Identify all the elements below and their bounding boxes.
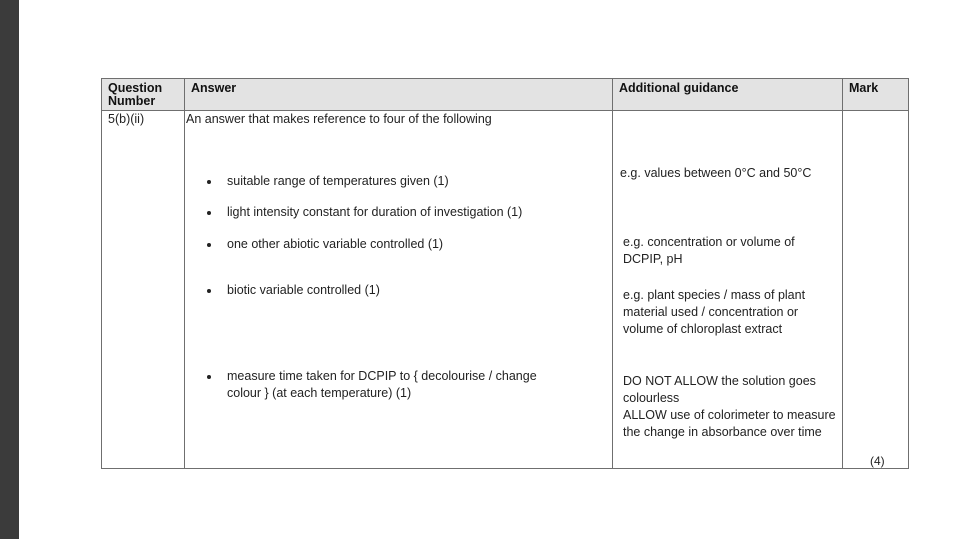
bullet-dot <box>207 243 211 247</box>
answer-intro: An answer that makes reference to four of the following <box>186 112 492 126</box>
header-additional-guidance: Additional guidance <box>619 81 739 95</box>
left-sidebar-strip <box>0 0 19 539</box>
total-mark: (4) <box>870 454 885 468</box>
guidance-not-allow: DO NOT ALLOW the solution goes colourless <box>623 374 816 405</box>
guidance-allow-colorimeter: ALLOW use of colorimeter to measure the change in absorbance over time <box>623 408 836 439</box>
mark-scheme-table <box>101 78 909 469</box>
bullet-dot <box>207 180 211 184</box>
question-number: 5(b)(ii) <box>108 112 145 126</box>
header-answer: Answer <box>191 81 237 95</box>
bullet-dot <box>207 211 211 215</box>
guidance-biotic: e.g. plant species / mass of plant material used / concentration or volume of chloroplast extract <box>623 288 806 336</box>
column-divider <box>184 79 185 468</box>
answer-point-light-intensity: light intensity constant for duration of investigation (1) <box>227 205 523 219</box>
answer-point-dcpip-time: measure time taken for DCPIP to { decolourise / change colour } (at each temperature) (1) <box>227 369 537 400</box>
column-divider <box>612 79 613 468</box>
header-mark: Mark <box>849 81 879 95</box>
answer-point-temperature: suitable range of temperatures given (1) <box>227 174 449 188</box>
column-divider <box>842 79 843 468</box>
bullet-dot <box>207 289 211 293</box>
guidance-temperature: e.g. values between 0°C and 50°C <box>620 166 812 180</box>
bullet-dot <box>207 375 211 379</box>
guidance-abiotic: e.g. concentration or volume of DCPIP, pH <box>623 235 795 266</box>
answer-point-abiotic: one other abiotic variable controlled (1) <box>227 237 444 251</box>
answer-point-biotic: biotic variable controlled (1) <box>227 283 380 297</box>
header-question-number: Question Number <box>108 81 163 108</box>
